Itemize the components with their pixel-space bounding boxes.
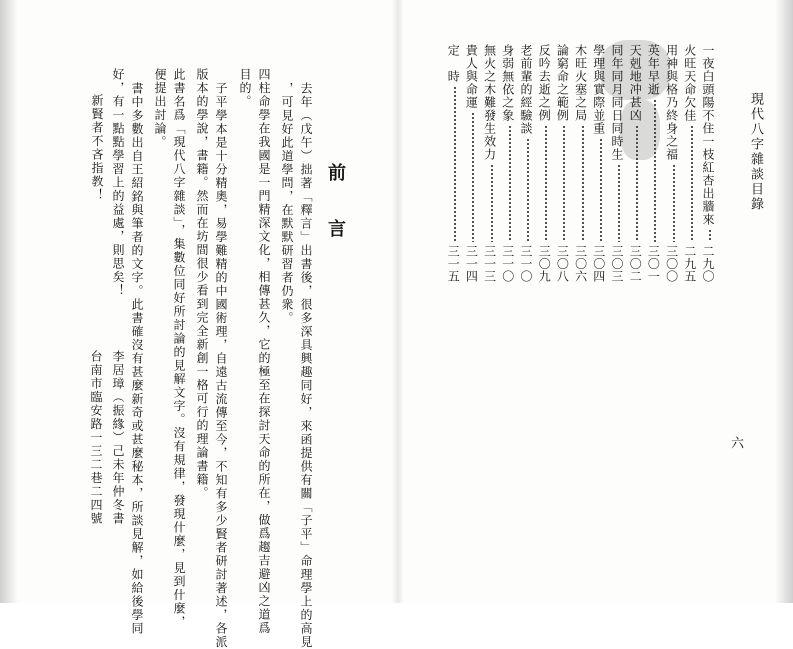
signature-address: 台南市臨安路一三二巷二四號	[89, 350, 103, 526]
toc-entry-page: 三一三	[482, 245, 497, 283]
toc-entry-page: 三〇一	[646, 245, 661, 283]
toc-leader-dots	[491, 164, 493, 242]
toc-leader-dots	[600, 138, 602, 242]
toc-leader-dots	[563, 125, 565, 242]
preface-col-11: 新賢者不吝指教！	[90, 94, 104, 202]
toc-entry-title: 天剋地冲甚凶	[628, 44, 643, 122]
toc-entry	[538, 44, 554, 289]
preface-col-10: 好，有一點點學習上的益處，則思矣！	[111, 68, 125, 298]
toc-entry-title: 一夜白頭陽不住一枝紅杏出牆來	[701, 44, 715, 226]
preface-col-4: 目的。	[238, 68, 252, 109]
toc-entry-title: 英年早逝	[646, 44, 661, 96]
toc-entry	[484, 44, 500, 289]
toc-entry-page: 三一四	[464, 245, 479, 283]
toc-entry-page: 三〇三	[610, 245, 624, 283]
toc-entry-page: 三〇九	[537, 245, 552, 283]
book-gutter	[392, 0, 404, 603]
toc-title: 現代八字雜談目錄	[748, 92, 763, 212]
right-edge-shadow	[775, 0, 793, 603]
toc-entry-title: 用神與格乃終身之福	[664, 44, 679, 161]
toc-entry-title: 反吟去逝之例	[537, 44, 552, 122]
toc-entry-page: 三〇四	[591, 245, 606, 283]
toc-leader-dots	[545, 125, 547, 242]
toc-entry-title: 學理與實際並重	[591, 44, 606, 135]
toc-leader-dots	[673, 164, 675, 242]
toc-entry-page: 三〇八	[555, 245, 570, 283]
toc-entry	[611, 44, 627, 289]
preface-col-2: ，可見好此道學問，在默默研習者仍衆。	[280, 82, 294, 325]
page-number: 六	[728, 436, 743, 451]
toc-entry	[575, 44, 591, 289]
toc-entry	[647, 44, 663, 289]
toc-entry-title: 定 時	[446, 44, 461, 83]
preface-col-3: 四柱命學在我國是一門精深文化，相傳甚久，它的極至在探討天命的所在，做爲趨吉避凶之道爲	[257, 68, 271, 635]
left-edge-shadow	[0, 0, 18, 603]
toc-entry	[593, 44, 609, 289]
toc-entry	[447, 44, 463, 289]
toc-entry-title: 老前輩的經驗談	[519, 44, 533, 135]
toc-leader-dots	[472, 112, 474, 242]
preface-heading: 前 言	[325, 163, 346, 247]
toc-leader-dots	[618, 164, 620, 242]
preface-col-8: 便提出討論。	[153, 68, 167, 149]
toc-leader-dots	[454, 86, 456, 242]
toc-entry-title: 同年同月同日同時生	[610, 44, 624, 161]
toc-entry-title: 無火之木難發生效力	[482, 44, 497, 161]
toc-entry	[465, 44, 481, 289]
preface-col-1: 去年（戊午）拙著「釋言」出書後，很多深具興趣同好，來函提供有關「子平」命理學上的高見	[299, 82, 313, 649]
toc-entry-page: 三〇六	[573, 245, 588, 283]
toc-leader-dots	[654, 99, 656, 242]
toc-entry-title: 木旺火塞之局	[573, 44, 588, 122]
toc-entry	[684, 44, 700, 289]
preface-col-7: 此書名爲「現代八字雜談」，集數位同好所討論的見解文字。沒有規律，發現什麼，見到什麼，	[172, 68, 186, 629]
toc-entry-page: 三〇〇	[664, 245, 679, 283]
toc-leader-dots	[691, 125, 693, 242]
toc-entry	[520, 44, 536, 289]
toc-entry	[666, 44, 682, 289]
signature-author: 李居璋（振緣）己未年仲冬書	[111, 350, 125, 526]
toc-leader-dots	[527, 138, 529, 242]
toc-entry	[629, 44, 645, 289]
toc-entry-page: 三一五	[446, 245, 461, 283]
toc-entry-title: 身弱無依之象	[500, 44, 515, 122]
toc-leader-dots	[636, 125, 638, 242]
toc-entry-title: 論窮命之範例	[555, 44, 570, 122]
toc-entry-title: 火旺天命欠佳	[682, 44, 697, 122]
toc-entry	[502, 44, 518, 289]
preface-col-5: 子平學本是十分精奧，易學難精的中國術理，自遠古流傳至今，不知有多少賢者研討著述，各派	[214, 82, 228, 649]
toc-entry	[702, 44, 718, 289]
toc-entry-page: 三一〇	[519, 245, 533, 283]
toc-leader-dots	[709, 229, 711, 242]
toc-leader-dots	[582, 125, 584, 242]
toc-entry-page: 二九〇	[701, 245, 715, 283]
toc-entry-title: 貴人與命運	[464, 44, 479, 109]
toc-entry-page: 二九五	[682, 245, 697, 283]
toc-entry	[556, 44, 572, 289]
toc-leader-dots	[509, 125, 511, 242]
toc-entry-page: 三一〇	[500, 245, 515, 283]
preface-col-6: 版本的學說，書籍。然而在坊間很少看到完全新創一格可行的理論書籍。	[195, 68, 209, 500]
toc-entry-page: 三〇二	[628, 245, 643, 283]
preface-col-9: 書中多數出自王紹銘與筆者的文字。此書確沒有甚麼新奇或甚麼秘本，所談見解，如給後學同	[130, 82, 144, 636]
